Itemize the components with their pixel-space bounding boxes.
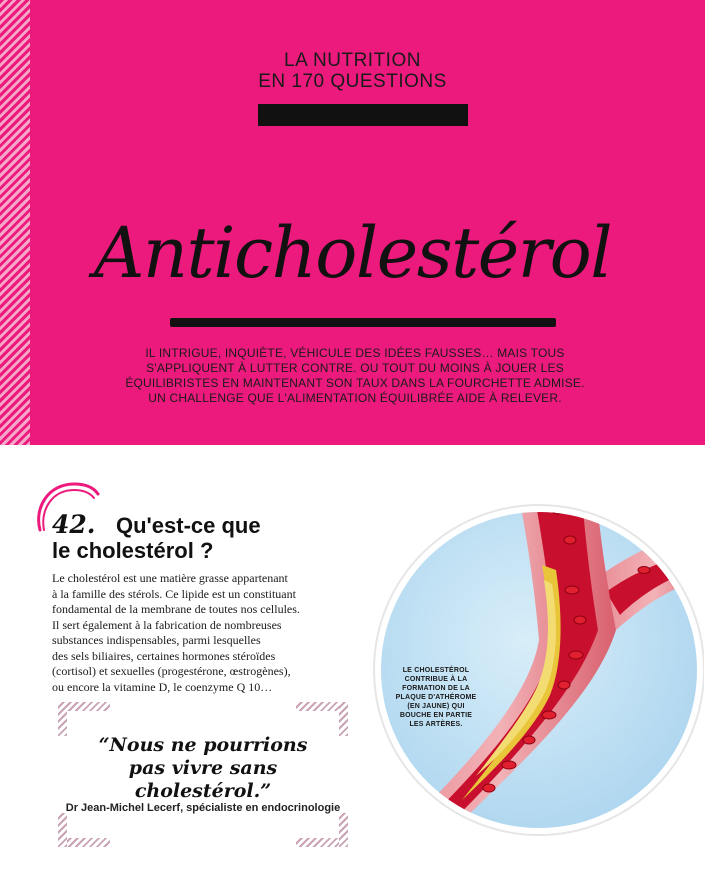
body-line: ou encore la vitamine D, le coenzyme Q 10… xyxy=(52,679,273,694)
body-line: Le cholestérol est une matière grasse appartenant xyxy=(52,571,288,585)
caption-line: FORMATION DE LA xyxy=(402,685,470,692)
intro-line: UN CHALLENGE QUE L'ALIMENTATION ÉQUILIBRÉE AIDE À RELEVER. xyxy=(148,391,562,405)
quote-box xyxy=(58,702,348,847)
body-line: fondamental de la membrane de toutes nos cellules. xyxy=(52,602,300,616)
body-line: à la famille des stérols. Ce lipide est un constituant xyxy=(52,586,296,601)
caption-line: BOUCHE EN PARTIE xyxy=(399,712,473,719)
question-title-line-2: le cholestérol ? xyxy=(52,538,214,563)
intro-line: IL INTRIGUE, INQUIÈTE, VÉHICULE DES IDÉES FAUSSES… MAIS TOUS xyxy=(145,346,565,360)
page-title: Anticholestérol xyxy=(93,212,612,294)
series-line-1: LA NUTRITION xyxy=(284,50,421,71)
quote-corner xyxy=(58,702,67,736)
question-title-line-1: Qu'est-ce que xyxy=(116,513,261,538)
caption-line: PLAQUE D'ATHÉROME xyxy=(395,694,477,701)
body-line: des sels biliaires, certaines hormones stéroïdes xyxy=(52,648,276,663)
series-bar xyxy=(258,104,468,126)
quote-text xyxy=(58,734,348,803)
caption-line: LES ARTÈRES. xyxy=(409,721,463,728)
body-line: (cortisol) et sexuelles (progestérone, œstrogènes), xyxy=(52,664,291,678)
body-line: substances indispensables, parmi lesquelles xyxy=(52,633,261,647)
intro-line: S'APPLIQUENT À LUTTER CONTRE. OU TOUT DU MOINS À JOUER LES xyxy=(146,361,564,375)
caption-line: LE CHOLESTÉROL xyxy=(402,667,470,674)
intro-text xyxy=(120,346,590,406)
caption-line: CONTRIBUE À LA xyxy=(404,676,468,683)
series-line-2: EN 170 QUESTIONS xyxy=(258,71,447,92)
artery-illustration xyxy=(344,470,704,848)
title-rule xyxy=(170,318,556,327)
quote-corner xyxy=(58,813,67,847)
question-number: 42. xyxy=(52,510,96,539)
quote-author: Dr Jean-Michel Lecerf, spécialiste en endocrinologie xyxy=(65,802,341,814)
illustration-caption xyxy=(381,666,491,729)
caption-line: (EN JAUNE) QUI xyxy=(407,703,465,710)
series-label xyxy=(0,50,705,92)
quote-line: cholestérol.” xyxy=(134,780,272,802)
quote-line: pas vivre sans xyxy=(128,757,278,779)
quote-line: “Nous ne pourrions xyxy=(98,734,308,756)
question-body xyxy=(52,571,352,695)
intro-line: ÉQUILIBRISTES EN MAINTENANT SON TAUX DANS LA FOURCHETTE ADMISE. xyxy=(125,376,585,390)
body-line: Il sert également à la fabrication de nombreuses xyxy=(52,617,282,632)
